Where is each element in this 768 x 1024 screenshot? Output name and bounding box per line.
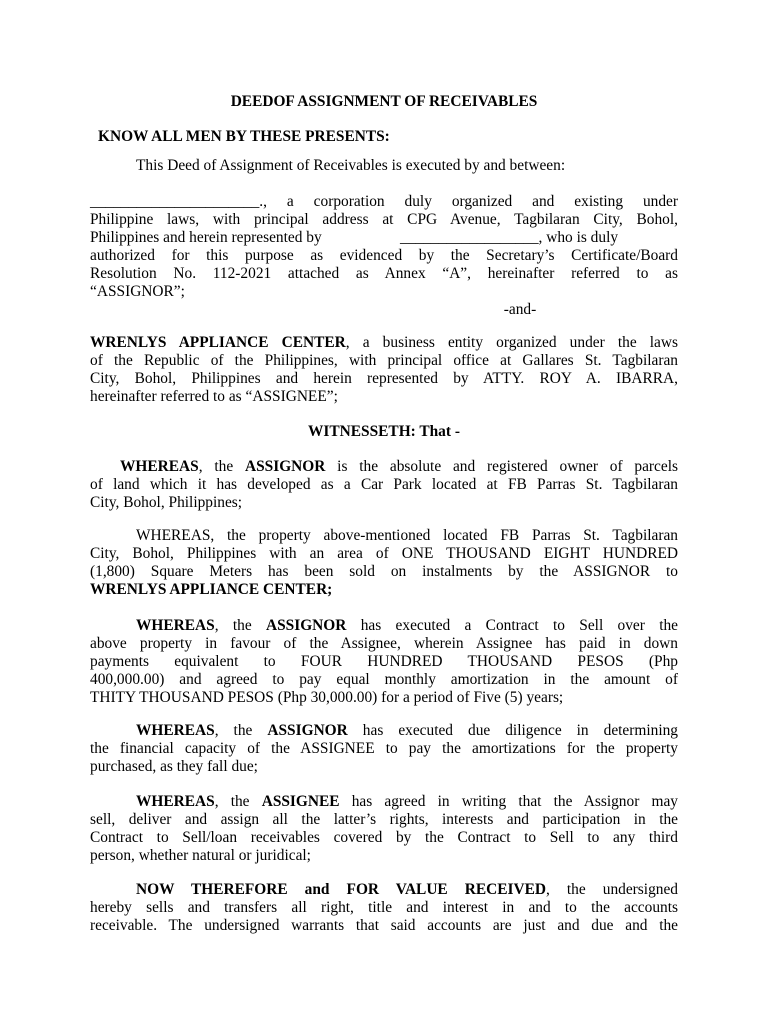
and-separator: -and- bbox=[503, 301, 537, 318]
intro-line: This Deed of Assignment of Receivables is executed by and between: bbox=[136, 157, 566, 174]
document-title: DEEDOF ASSIGNMENT OF RECEIVABLES bbox=[230, 93, 538, 110]
document-page: DEEDOF ASSIGNMENT OF RECEIVABLES KNOW ALL MEN BY THESE PRESENTS: This Deed of Assignment of Receivables is executed by and between: ______________________., a corporation duly organized and existing under Philippine laws, with principal address at CPG Avenue, Tagbilaran City, Bohol, Philippines and herein represented by __________________, who is duly authorized for this purpose as evidenced by the Secretary’s Certificate/Board Resolution No. 112-2021 attached as Annex “A”, hereinafter referred to as “ASSIGNOR”; -and- WRENLYS APPLIANCE CENTER, a business entity organized under the laws of the Republic of the Philippines, with principal office at Gallares St. Tagbilaran City, Bohol, Philippines and herein represented by ATTY. ROY A. IBARRA, hereinafter referred to as “ASSIGNEE”; WITNESSETH: That - WHEREAS, the ASSIGNOR is the absolute and registered owner of parcels of land which it has developed as a Car Park located at FB Parras St. Tagbilaran City, Bohol, Philippines; WHEREAS, the property above-mentioned located FB Parras St. Tagbilaran City, Bohol, Philippines with an area of ONE THOUSAND EIGHT HUNDRED (1,800) Square Meters has been sold on instalments by the ASSIGNOR to WRENLYS APPLIANCE CENTER; WHEREAS, the ASSIGNOR has executed a Contract to Sell over the above property in favour of the Assignee, wherein Assignee has paid in down payments equivalent to FOUR HUNDRED THOUSAND PESOS (Php 400,000.00) and agreed to pay equal monthly amortization in the amount of THITY THOUSAND PESOS (Php 30,000.00) for a period of Five (5) years; WHEREAS, the ASSIGNOR has executed due diligence in determining the financial capacity of the ASSIGNEE to pay the amortizations for the property purchased, as they fall due; WHEREAS, the ASSIGNEE has agreed in writing that the Assignor may sell, deliver and assign all the latter’s rights, interests and participation in the Contract to Sell/loan receivables covered by the Contract to Sell to any third person, whether natural or juridical; NOW THEREFORE and FOR VALUE RECEIVED, the undersigned hereby sells and transfers all right, title and interest in and to the accounts receivable. The undersigned warrants that said accounts are just and due and the bbox=[90, 0, 678, 1024]
greeting-heading: KNOW ALL MEN BY THESE PRESENTS: bbox=[98, 128, 390, 145]
witnesseth-heading: WITNESSETH: That - bbox=[308, 423, 460, 440]
assignee-name: WRENLYS APPLIANCE CENTER bbox=[90, 334, 346, 351]
